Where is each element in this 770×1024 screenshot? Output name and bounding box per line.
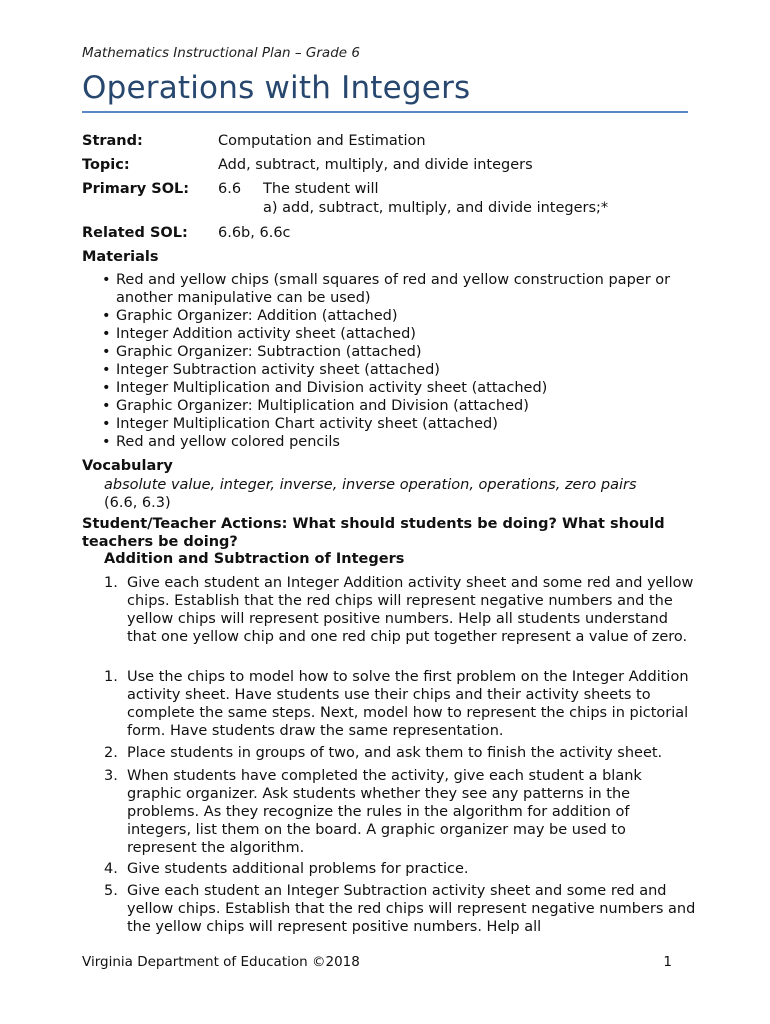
list-item: • Graphic Organizer: Subtraction (attached) xyxy=(102,343,692,361)
step-number: 5. xyxy=(104,883,118,899)
list-item: • Integer Subtraction activity sheet (attached) xyxy=(102,361,692,379)
list-item: • Graphic Organizer: Addition (attached) xyxy=(102,307,692,325)
vocabulary-block xyxy=(104,476,684,512)
step-text: Give each student an Integer Subtraction activity sheet and some red and yellow chips. Establish that the red chips will represent negative numbers and the yellow chips will represent positive numbers. Help all xyxy=(127,883,696,936)
step-text: Give each student an Integer Addition activity sheet and some red and yellow chips. Establish that the red chips will represent negative numbers and the yellow chips will represent positive numbers. Help all students understand that one yellow chip and one red chip put together represent a value of zero. xyxy=(127,575,694,646)
page-number: 1 xyxy=(663,954,672,970)
topic-label: Topic: xyxy=(82,157,130,173)
list-item: • Integer Addition activity sheet (attached) xyxy=(102,325,692,343)
step-text: Place students in groups of two, and ask them to finish the activity sheet. xyxy=(127,745,663,761)
vocabulary-sol-ref: (6.6, 6.3) xyxy=(104,495,171,511)
strand-label: Strand: xyxy=(82,133,143,149)
footer-copyright: Virginia Department of Education ©2018 xyxy=(82,954,360,970)
page-title: Operations with Integers xyxy=(82,70,471,106)
primary-sol-subitem: a) add, subtract, multiply, and divide integers;* xyxy=(263,200,609,216)
list-item: • Integer Multiplication and Division activity sheet (attached) xyxy=(102,379,692,397)
materials-heading: Materials xyxy=(82,249,159,265)
step-number: 4. xyxy=(104,861,118,877)
strand-value: Computation and Estimation xyxy=(218,133,426,149)
list-item: • Graphic Organizer: Multiplication and Division (attached) xyxy=(102,397,692,415)
document-subtitle: Mathematics Instructional Plan – Grade 6 xyxy=(82,45,360,61)
related-sol-label: Related SOL: xyxy=(82,225,188,241)
step-number: 1. xyxy=(104,575,118,591)
primary-sol-label: Primary SOL: xyxy=(82,181,190,197)
primary-sol-number: 6.6 xyxy=(218,181,242,197)
step-text: When students have completed the activity, give each student a blank graphic organizer. Ask students whether they see any patterns in the problems. As they recognize the rules in the algorithm for addition of integers, list them on the board. A graphic organizer may be used to represent the algorithm. xyxy=(127,768,642,857)
list-item: • Red and yellow chips (small squares of red and yellow construction paper or another manipulative can be used) xyxy=(102,271,692,307)
page-footer xyxy=(82,954,672,970)
step-number: 1. xyxy=(104,669,118,685)
addition-subtraction-heading: Addition and Subtraction of Integers xyxy=(104,551,405,567)
list-item: • Integer Multiplication Chart activity sheet (attached) xyxy=(102,415,692,433)
step-text: Give students additional problems for practice. xyxy=(127,861,469,877)
step-text: Use the chips to model how to solve the first problem on the Integer Addition activity sheet. Have students use their chips and their activity sheets to complete the same steps. Next, model how to represent the chips in pictorial form. Have students draw the same representation. xyxy=(127,669,689,740)
primary-sol-text: The student will xyxy=(263,181,379,197)
title-divider xyxy=(82,111,688,113)
vocabulary-terms: absolute value, integer, inverse, inverse operation, operations, zero pairs xyxy=(104,477,637,493)
actions-heading: Student/Teacher Actions: What should students be doing? What should teachers be doing? xyxy=(82,516,665,550)
list-item: • Red and yellow colored pencils xyxy=(102,433,692,451)
materials-list xyxy=(102,271,692,451)
step-number: 2. xyxy=(104,745,118,761)
vocabulary-heading: Vocabulary xyxy=(82,458,173,474)
related-sol-value: 6.6b, 6.6c xyxy=(218,225,291,241)
step-number: 3. xyxy=(104,768,118,784)
topic-value: Add, subtract, multiply, and divide integers xyxy=(218,157,533,173)
